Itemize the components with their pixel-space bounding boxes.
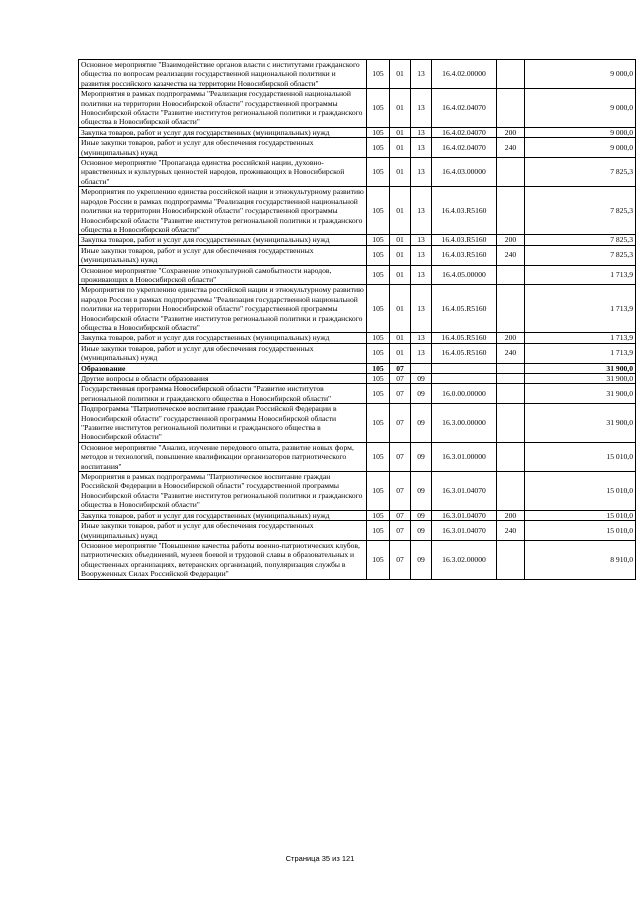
section-code-cell: 01	[390, 245, 411, 265]
section-code-cell: 01	[390, 235, 411, 245]
expense-type-cell	[497, 540, 525, 579]
ministry-code-cell: 105	[367, 442, 390, 471]
amount-cell: 15 010,0	[525, 521, 636, 541]
table-row	[79, 540, 636, 579]
expense-type-cell	[497, 265, 525, 285]
expense-type-cell: 200	[497, 127, 525, 137]
ministry-code-cell: 105	[367, 472, 390, 511]
section-code-cell: 01	[390, 333, 411, 343]
row-name-cell: Закупка товаров, работ и услуг для государственных (муниципальных) нужд	[79, 510, 367, 520]
target-article-cell: 16.4.03.R5160	[432, 235, 497, 245]
row-name-cell: Иные закупки товаров, работ и услуг для обеспечения государственных (муниципальных) нужд	[79, 138, 367, 158]
page-number: Страница 35 из 121	[285, 854, 355, 863]
section-code-cell: 01	[390, 60, 411, 89]
expense-type-cell	[497, 384, 525, 404]
amount-cell: 7 825,3	[525, 187, 636, 235]
row-name-cell: Иные закупки товаров, работ и услуг для обеспечения государственных (муниципальных) нужд	[79, 343, 367, 363]
table-row	[79, 265, 636, 285]
amount-cell: 31 900,0	[525, 363, 636, 373]
expense-type-cell	[497, 89, 525, 128]
row-name-cell: Основное мероприятие "Пропаганда единства российской нации, духовно-нравственных и культурных ценностей народов, проживающих в Новосибирской области"	[79, 158, 367, 187]
expense-type-cell: 240	[497, 343, 525, 363]
section-code-cell: 01	[390, 89, 411, 128]
subsection-code-cell: 09	[411, 540, 432, 579]
subsection-code-cell: 13	[411, 89, 432, 128]
ministry-code-cell: 105	[367, 235, 390, 245]
amount-cell: 31 900,0	[525, 374, 636, 384]
table-row	[79, 285, 636, 333]
row-name-cell: Основное мероприятие "Взаимодействие органов власти с институтами гражданского общества по вопросам реализации государственной национальной политики и развития российского казачества на территории Новосибирской области"	[79, 60, 367, 89]
row-name-cell: Иные закупки товаров, работ и услуг для обеспечения государственных (муниципальных) нужд	[79, 521, 367, 541]
ministry-code-cell: 105	[367, 158, 390, 187]
target-article-cell: 16.3.01.04070	[432, 472, 497, 511]
expense-type-cell	[497, 285, 525, 333]
expense-type-cell	[497, 472, 525, 511]
ministry-code-cell: 105	[367, 333, 390, 343]
amount-cell: 31 900,0	[525, 384, 636, 404]
expense-type-cell	[497, 158, 525, 187]
target-article-cell	[432, 374, 497, 384]
subsection-code-cell: 13	[411, 333, 432, 343]
section-code-cell: 01	[390, 265, 411, 285]
ministry-code-cell: 105	[367, 374, 390, 384]
section-code-cell: 07	[390, 374, 411, 384]
expense-type-cell: 200	[497, 510, 525, 520]
target-article-cell: 16.4.02.04070	[432, 127, 497, 137]
amount-cell: 9 000,0	[525, 60, 636, 89]
subsection-code-cell: 13	[411, 235, 432, 245]
target-article-cell: 16.4.05.R5160	[432, 285, 497, 333]
table-row	[79, 442, 636, 471]
target-article-cell: 16.4.03.R5160	[432, 187, 497, 235]
expense-type-cell	[497, 363, 525, 373]
target-article-cell	[432, 363, 497, 373]
row-name-cell: Закупка товаров, работ и услуг для государственных (муниципальных) нужд	[79, 235, 367, 245]
amount-cell: 8 910,0	[525, 540, 636, 579]
expense-type-cell	[497, 442, 525, 471]
table-row	[79, 384, 636, 404]
row-name-cell: Образование	[79, 363, 367, 373]
ministry-code-cell: 105	[367, 540, 390, 579]
ministry-code-cell: 105	[367, 384, 390, 404]
row-name-cell: Иные закупки товаров, работ и услуг для обеспечения государственных (муниципальных) нужд	[79, 245, 367, 265]
ministry-code-cell: 105	[367, 60, 390, 89]
row-name-cell: Государственная программа Новосибирской области "Развитие институтов региональной политики и гражданского общества в Новосибирской области"	[79, 384, 367, 404]
amount-cell: 1 713,9	[525, 333, 636, 343]
subsection-code-cell: 09	[411, 510, 432, 520]
row-name-cell: Мероприятия по укреплению единства российской нации и этнокультурному развитию народов России в рамках подпрограммы "Реализация государственной национальной политики на территории Новосибирской области" государственной программы Новосибирской области "Развитие институтов региональной политики и гражданского общества в Новосибирской области"	[79, 187, 367, 235]
amount-cell: 15 010,0	[525, 472, 636, 511]
budget-table	[78, 59, 636, 580]
section-code-cell: 01	[390, 343, 411, 363]
table-row	[79, 235, 636, 245]
subsection-code-cell: 13	[411, 187, 432, 235]
table-row	[79, 187, 636, 235]
expense-type-cell: 240	[497, 521, 525, 541]
table-row	[79, 333, 636, 343]
row-name-cell: Закупка товаров, работ и услуг для государственных (муниципальных) нужд	[79, 127, 367, 137]
ministry-code-cell: 105	[367, 363, 390, 373]
subsection-code-cell: 13	[411, 127, 432, 137]
subsection-code-cell: 09	[411, 521, 432, 541]
ministry-code-cell: 105	[367, 89, 390, 128]
section-code-cell: 01	[390, 138, 411, 158]
section-code-cell: 07	[390, 363, 411, 373]
row-name-cell: Мероприятия в рамках подпрограммы "Реализация государственной национальной политики на территории Новосибирской области" государственной программы Новосибирской области "Развитие институтов региональной политики и гражданского общества в Новосибирской области"	[79, 89, 367, 128]
target-article-cell: 16.4.02.00000	[432, 60, 497, 89]
expense-type-cell: 240	[497, 138, 525, 158]
ministry-code-cell: 105	[367, 265, 390, 285]
section-code-cell: 07	[390, 442, 411, 471]
amount-cell: 1 713,9	[525, 265, 636, 285]
amount-cell: 15 010,0	[525, 510, 636, 520]
table-row	[79, 374, 636, 384]
row-name-cell: Мероприятия в рамках подпрограммы "Патриотическое воспитание граждан Российской Федерации в Новосибирской области" государственной программы Новосибирской области "Развитие институтов региональной политики и гражданского общества в Новосибирской области"	[79, 472, 367, 511]
row-name-cell: Подпрограмма "Патриотическое воспитание граждан Российской Федерации в Новосибирской области" государственной программы Новосибирской области "Развитие институтов региональной политики и гражданского общества в Новосибирской области"	[79, 404, 367, 443]
table-row	[79, 363, 636, 373]
amount-cell: 9 000,0	[525, 138, 636, 158]
expense-type-cell	[497, 187, 525, 235]
ministry-code-cell: 105	[367, 510, 390, 520]
target-article-cell: 16.4.03.R5160	[432, 245, 497, 265]
ministry-code-cell: 105	[367, 245, 390, 265]
target-article-cell: 16.3.01.04070	[432, 510, 497, 520]
ministry-code-cell: 105	[367, 187, 390, 235]
expense-type-cell	[497, 404, 525, 443]
table-row	[79, 510, 636, 520]
table-row	[79, 521, 636, 541]
table-row	[79, 245, 636, 265]
expense-type-cell	[497, 374, 525, 384]
table-row	[79, 158, 636, 187]
target-article-cell: 16.0.00.00000	[432, 384, 497, 404]
ministry-code-cell: 105	[367, 521, 390, 541]
amount-cell: 1 713,9	[525, 285, 636, 333]
table-row	[79, 60, 636, 89]
section-code-cell: 07	[390, 521, 411, 541]
subsection-code-cell: 09	[411, 442, 432, 471]
ministry-code-cell: 105	[367, 138, 390, 158]
subsection-code-cell: 09	[411, 404, 432, 443]
target-article-cell: 16.3.01.00000	[432, 442, 497, 471]
ministry-code-cell: 105	[367, 285, 390, 333]
section-code-cell: 07	[390, 540, 411, 579]
amount-cell: 1 713,9	[525, 343, 636, 363]
target-article-cell: 16.4.05.00000	[432, 265, 497, 285]
row-name-cell: Основное мероприятие "Повышение качества работы военно-патриотических клубов, патриотических объединений, музеев боевой и трудовой славы в образовательных и общественных организациях, ветеранских организаций, популяризация службы в Вооруженных Силах Российской Федерации"	[79, 540, 367, 579]
target-article-cell: 16.3.02.00000	[432, 540, 497, 579]
row-name-cell: Основное мероприятие "Анализ, изучение передового опыта, развитие новых форм, методов и технологий, повышение квалификации организаторов патриотического воспитания"	[79, 442, 367, 471]
subsection-code-cell: 13	[411, 265, 432, 285]
target-article-cell: 16.4.03.00000	[432, 158, 497, 187]
ministry-code-cell: 105	[367, 404, 390, 443]
subsection-code-cell: 09	[411, 374, 432, 384]
section-code-cell: 07	[390, 404, 411, 443]
row-name-cell: Другие вопросы в области образования	[79, 374, 367, 384]
subsection-code-cell: 09	[411, 384, 432, 404]
row-name-cell: Закупка товаров, работ и услуг для государственных (муниципальных) нужд	[79, 333, 367, 343]
amount-cell: 15 010,0	[525, 442, 636, 471]
section-code-cell: 07	[390, 472, 411, 511]
target-article-cell: 16.3.01.04070	[432, 521, 497, 541]
section-code-cell: 07	[390, 384, 411, 404]
target-article-cell: 16.4.02.04070	[432, 89, 497, 128]
section-code-cell: 01	[390, 285, 411, 333]
target-article-cell: 16.4.05.R5160	[432, 343, 497, 363]
target-article-cell: 16.4.02.04070	[432, 138, 497, 158]
expense-type-cell	[497, 60, 525, 89]
table-row	[79, 404, 636, 443]
subsection-code-cell: 13	[411, 60, 432, 89]
ministry-code-cell: 105	[367, 343, 390, 363]
amount-cell: 9 000,0	[525, 89, 636, 128]
section-code-cell: 01	[390, 127, 411, 137]
expense-type-cell: 200	[497, 333, 525, 343]
section-code-cell: 01	[390, 187, 411, 235]
subsection-code-cell: 13	[411, 245, 432, 265]
amount-cell: 9 000,0	[525, 127, 636, 137]
amount-cell: 7 825,3	[525, 245, 636, 265]
subsection-code-cell	[411, 363, 432, 373]
table-row	[79, 138, 636, 158]
table-row	[79, 127, 636, 137]
table-row	[79, 472, 636, 511]
amount-cell: 7 825,3	[525, 158, 636, 187]
subsection-code-cell: 13	[411, 138, 432, 158]
subsection-code-cell: 13	[411, 158, 432, 187]
target-article-cell: 16.3.00.00000	[432, 404, 497, 443]
table-row	[79, 343, 636, 363]
row-name-cell: Мероприятия по укреплению единства российской нации и этнокультурному развитию народов России в рамках подпрограммы "Реализация государственной национальной политики на территории Новосибирской области" государственной программы Новосибирской области "Развитие институтов региональной политики и гражданского общества в Новосибирской области"	[79, 285, 367, 333]
expense-type-cell: 200	[497, 235, 525, 245]
section-code-cell: 01	[390, 158, 411, 187]
amount-cell: 7 825,3	[525, 235, 636, 245]
amount-cell: 31 900,0	[525, 404, 636, 443]
table-row	[79, 89, 636, 128]
subsection-code-cell: 09	[411, 472, 432, 511]
subsection-code-cell: 13	[411, 285, 432, 333]
subsection-code-cell: 13	[411, 343, 432, 363]
ministry-code-cell: 105	[367, 127, 390, 137]
section-code-cell: 07	[390, 510, 411, 520]
expense-type-cell: 240	[497, 245, 525, 265]
target-article-cell: 16.4.05.R5160	[432, 333, 497, 343]
row-name-cell: Основное мероприятие "Сохранение этнокультурной самобытности народов, проживающих в Новосибирской области"	[79, 265, 367, 285]
